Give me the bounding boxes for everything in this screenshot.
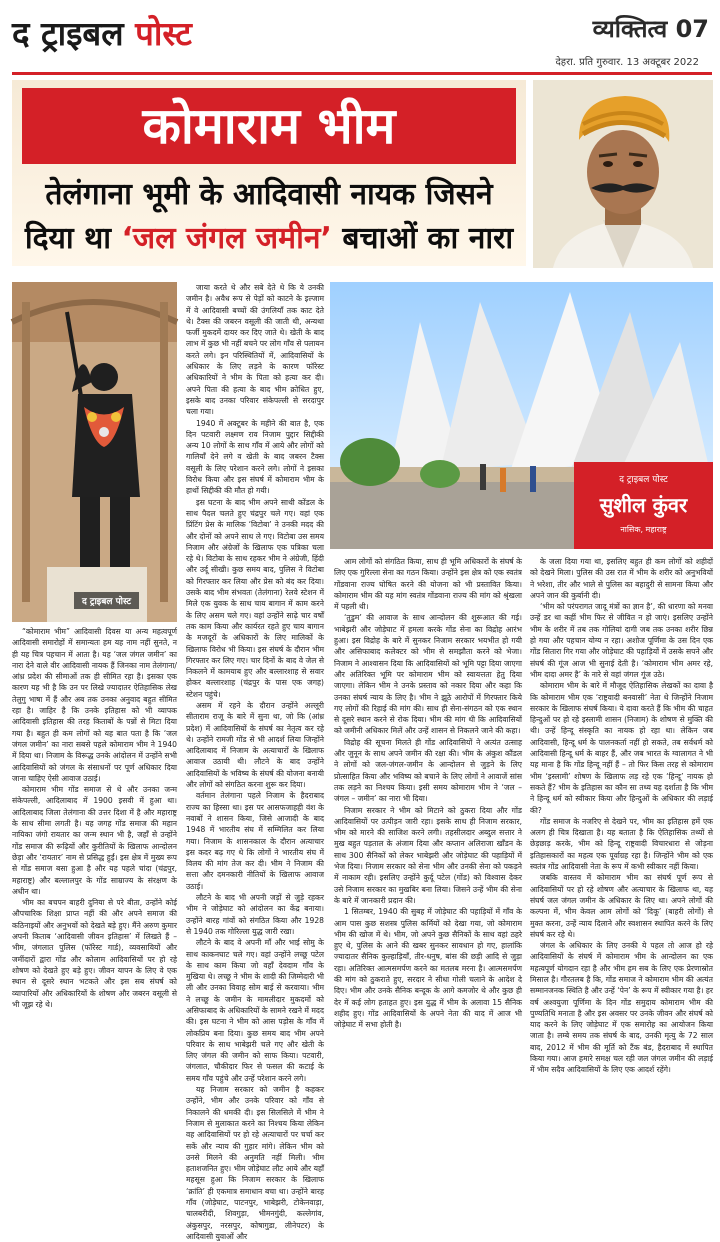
masthead-title: द ट्राइबल [12,14,136,53]
paragraph: ‘भीम को परंपरागत जादू मंत्रों का ज्ञान है’, की धारणा को मनवा उन्हें डर था कहीं भीम फिर से जीवित न हो जाएं। इसलिए उन्होंने भीम के शरीर में तब तक गोलियां दागी जब तक उनका शरीर छिन्न हो गया और पहचान योग्य न रहा। अशोज पूर्णिमा के उस दिन एक गोंड सितारा गिर गया और जोड़ेघाट की पहाड़ियों में उसके सपने और संघर्ष की गूंज आज भी सुनाई देती है। ‘कोमाराम भीम अमर रहे, भीम दादा अमर है’ के नारे से वहां जंगल गूंज उठे। [530,602,713,679]
headline-line-3 [22,216,516,257]
portrait-photo [533,80,713,268]
paragraph: गोंड समाज के नजरिए से देखने पर, भीम का इतिहास हमें एक अलग ही चित्र दिखाता है। यह बताता है कि ऐतिहासिक तथ्यों से छेड़छाड़ करके, भीम को हिन्दू राष्ट्रवादी विचारधारा से जोड़ना इतिहासकारों का महत्व एक पूर्वाग्रह रहा है। जिन्होंने भीम को एक स्वतंत्र गोंड आदिवासी नेता के रूप में कभी स्वीकार नहीं किया। [530,816,713,872]
paragraph: असम में रहने के दौरान उन्होंने अल्लूरी सीताराम राजू के बारे में सुना था, जो कि (आंध्र प्रदेश) में आदिवासियों के संघर्ष का नेतृत्व कर रहे थे। उन्होंने रामजी गोंड से भी आदर्श लिया जिन्होंने आदिलाबाद में निजाम के अत्याचारों के खिलाफ आवाज उठायी थी। लौटने के बाद उन्होंने आदिवासियों के भविष्य के संघर्ष की योजना बनायी और लोगों को संगठित करना शुरू कर दिया। [186,700,324,790]
article-column-3 [334,556,522,1063]
headline-line-3-post: बचाओं का नारा [331,221,514,256]
paragraph: 1 सितम्बर, 1940 की सुबह में जोड़ेघाट की पहाड़ियों में गाँव के आम पास कुछ सशस्त्र पुलिस कर्मियों को देखा गया, जो कोमाराम भीम की खोज में थे। भीम, जो अपने कुछ सैनिकों के साथ वहां ठहरे हुए थे, पुलिस के आने की खबर सुनकर सावधान हो गए, हालांकि ज्यादातर सैनिक कुल्हाड़ियाँ, तीर-धनुष, बांस की छड़ी आदि से जुड़ा रहा। अतिरिक्त आत्मसमर्पण करने का मतलब मरना है। आत्मसमर्पण की मांग को ठुकराते हुए, सरदार ने सीधा गोली चलाने के आदेश दे दिए। भीम और उनके सैनिक बन्दूक के आगे कमजोर थे और कुछ ही देर में कई लोग हताहत हुए। इस युद्ध में भीम के अलावा 15 सैनिक शहीद हुए। गोंड आदिवासियों के अपने नेता की याद में आज भी जोड़ेघाट में सभा होती है। [334,907,522,1030]
paragraph: इस घटना के बाद भीम अपने साथी कोंडल के साथ पैदल चलते हुए चंद्रपुर चले गए। वहां एक प्रिंटिंग प्रेस के मालिक ‘विटोबा’ ने उनकी मदद की और दोनों को अपने साथ ले गए। विटोबा उस समय निजाम और अंग्रेजों के खिलाफ एक पत्रिका चला रहे थे। विटोबा के साथ रहकर भीम ने अंग्रेजी, हिंदी और उर्दू सीखी। कुछ समय बाद, पुलिस ने विटोबा को गिरफ्तार कर लिया और प्रेस को बंद कर दिया। उसके बाद भीम संभवतः (तेलंगाना) रेलवे स्टेशन में मिले एक युवक के साथ चाय बागान में काम करने के लिए असम चले गए। वहां उन्होंने साढ़े चार वर्षों तक काम किया और कार्यरत रहते हुए चाय बागान के मजदूरों के अधिकारों के लिए मालिकों के खिलाफ विरोध भी किया। इस संघर्ष के दौरान भीम गिरफ्तार कर लिए गए। चार दिनों के बाद वे जेल से निकलने में कामयाब हुए और बल्लारशाह से सवार होकर बल्लारशाह (चंद्रपुर के पास एक जगह) स्टेशन पहुंचे। [186,497,324,699]
article-column-1 [12,626,177,1063]
paragraph: वर्तमान तेलंगाना पहले निजाम के हैदराबाद राज्य का हिस्सा था। इस पर आसफजाहही वंश के नवाबों ने शासन किया, जिसे आजादी के बाद 1948 में भारतीय संघ में सम्मिलित कर लिया गया। निजाम के शासनकाल के दौरान अत्याचार इस कदर बढ़ गए थे कि लोगों ने भारतीय संघ में विलय की मांग तेज कर दी। भीम ने निजाम की सत्ता और दमनकारी नीतियों के खिलाफ आवाज उठाई। [186,791,324,891]
paragraph: कोमाराम भीम गोंड समाज से थे और उनका जन्म संकेपल्ली, आदिलाबाद में 1900 इसवी में हुआ था। आदिलाबाद जिला तेलंगाना की उत्तर दिशा में है और महाराष्ट्र के साथ सीमा लगती है। यह जगह गोंड समाज की महान नायिका जंगो रायतार का जन्म स्थान भी है, जहाँ से उन्होंने गोंड समाज की रूढ़ियों और कुरीतियों के खिलाफ आन्दोलन छेड़ा और ‘रायतार’ नाम से प्रसिद्ध हुईं। इस क्षेत्र में मुख्य रूप से गोंड समाज बसा हुआ है और यह पहले चांदा (चंद्रपुर, महाराष्ट्र) और बल्लालपुर के गोंड साम्राज्य के संरक्षण के अधीन था। [12,785,177,896]
paragraph: जाया करते थे और सबे देते थे कि ये उनकी जमीन है। अवैध रूप से पेड़ों को काटने के इल्जाम में वे आदिवासी बच्चों की उंगलियाँ तक काट देते थे। टैक्स की जबरन वसूली की जाती थी, अन्यथा फर्जी मुकदमें दायर कर दिए जाते थे। खेती के बाद लाभ में कुछ भी नहीं बचने पर लोग गाँव से पलायन करते लगे। इन परिस्थितियों में, आदिवासियों के अधिकार के लिए लड़ने के कारण फॉरेस्ट अधिकारियों ने भीम के पिता को हत्या कर दी। अपने पिता की हत्या के बाद भीम क्रोधित हुए, इसके बाद उनका परिवार संकेपल्ली से सरदापुर चला गया। [186,283,324,417]
byline-box [574,462,713,549]
byline-author: सुशील कुंवर [599,493,688,517]
headline-line-3-pre: दिया था [24,221,122,256]
paragraph: लौटने के बाद वे अपनी माँ और भाई सोमु के साथ काकनघाट चले गए। वहां उन्होंने लच्छू पटेल के साथ काम किया जो वहाँ देवदाम गाँव के मुखिया थे। लच्छू ने भीम के शादी की जिम्मेदारी भी ली और उनका विवाह सोम बाई से करवाया। भीम ने लच्छू के जमीन के मामलीदार मुकदमों को असिफाबाद के अधिकारियों के सामने रखने में मदद की। इस घटना ने भीम को आस पड़ोस के गाँव में लोकप्रिय बना दिया। कुछ समय बाद भीम अपने परिवार के साथ भाबेझरी चले गए और खेती के लिए जंगल की जमीन को साफ किया। पटवारी, जंगलात, चौकीदार फिर से फसल की कटाई के समय गाँव पहुंचे और उन्हें परेशान करने लगे। [186,938,324,1083]
masthead [12,10,192,55]
paragraph: विद्रोह की सूचना मिलते ही गोंड आदिवासियों ने अत्यंत उत्साह और जुनून के साथ अपने जमीन की रक्षा की। भीम के अंकुश कौंडल ने लोगों को जल-जंगल-जमीन के आन्दोलन से जुड़ने के लिए प्रोत्साहित किया और भविष्य को बचाने के लिए लोगों ने आवाजें सांस तक लड़ने का निश्चय किया। इसी समय कोमाराम भीम ने ‘जल – जंगल – जमीन’ का नारा भी दिया। [334,737,522,804]
paragraph: जंगल के अधिकार के लिए उनकी ये पहल तो आज हो रहे आदिवासियों के संघर्ष में कोमाराम भीम के आन्दोलन का एक महत्वपूर्ण योगदान रहा है और भीम हम सब के लिए एक प्रेरणास्रोत मिसाल है। गौरतलब है कि, गोंड समाज ने कोमाराम भीम की अत्यंत सम्मानजनक स्थिति है और उन्हें ‘पेन’ के रूप में स्वीकार गया है। हर वर्ष अश्वयुजा पूर्णिमा के दिन गोंड समुदाय कोमाराम भीम की पुण्यतिथि मनाता है और इस अवसर पर उनके जीवन और संघर्ष को याद करने के लिए जोड़ेघाट में एक समारोह का आयोजन किया जाता है। लम्बे समय तक संघर्ष के बाद, उनकी मृत्यु के 72 साल बाद, 2012 में भीम की मूर्ति को टैंक बंड, हैदराबाद में स्थापित किया गया। आज हमारे समक्ष चल रही जल जंगल जमीन की लड़ाई में भीम सदैव आदिवासियों के लिए एक आदर्श रहेंगे। [530,941,713,1075]
paragraph: 1940 में अक्टूबर के महीने की बात है, एक दिन पटवारी लक्ष्मण राव निजाम पुद्दार सिद्दीकी अन्य 10 लोगों के साथ गाँव में आये और लोगों को गालियाँ देने लगे व खेती के बाद जबरन टैक्स वसूली के लिए परेशान करने लगे। लोगों ने इसका विरोध किया और इस संघर्ष में कोमाराम भीम के हाथों सिद्दीकी की मौत हो गयी। [186,418,324,496]
headline-quote: ‘जल जंगल जमीन’ [121,221,332,256]
headline-line-2: तेलंगाना भूमी के आदिवासी नायक जिसने [45,177,493,212]
paragraph: यह निजाम सरकार को जमीन है कहकर उन्होंने, भीम और उनके परिवार को गाँव से निकालने की धमकी दी। इस सिलसिले में भीम ने निजाम से मुलाकात करने का निश्चय किया लेकिन वह आदिवासियों पर हो रहे अत्याचारों पर चर्चा कर सकें और न्याय की गुहार मांगे। लेकिन भीम को उनसे मिलने की अनुमति नहीं मिली। भीम हताशजनित हुए। भीम जोड़ेघाट लौट आये और यहाँ महसूस हुआ कि निजाम सरकार के खिलाफ ‘क्रांति’ ही एकमात्र समाधान बचा था। उन्होंने बारह गाँव (जोड़ेघाट, पाटनपुर, भाबेझरी, टोकेनवाड़ा, चालबरीदी, शिवगुड़ा, भीमनगुंदी, कल्लेगांव, अंकुसपुर, नरसपुर, कोषागुडा, लीनेपटर) के आदिवासी युवाओं और [186,1085,324,1241]
article-column-4 [530,556,713,1075]
paragraph: आम लोगों को संगठित किया, साथ ही भूमि अधिकारों के संघर्ष के लिए एक गुरिल्ला सेना का गठन किया। उन्होंने इस क्षेत्र को एक स्वतंत्र गोंडवाना राज्य घोषित करने की योजना को भी प्रस्तावित किया। कोमाराम भीम की यह मांग स्वतंत्र गोंडवाना राज्य की मांग को श्रृंखला में पहली थी। [334,557,522,612]
headline-name: कोमाराम भीम [22,88,516,164]
paragraph: लौटने के बाद भी अपनी जड़ों से जुड़े रहकर भीम ने जोड़ेघाट को आंदोलन का केंद्र बनाया। उन्होंने बारह गांवों को संगठित किया और 1928 से 1940 तक गोरिल्ला युद्ध जारी रखा। [186,893,324,936]
paragraph: जबकि वास्तव में कोमाराम भीम का संघर्ष पूर्ण रूप से आदिवासियों पर हो रहे शोषण और अत्याचार के खिलाफ था, यह संघर्ष जल जंगल जमीन के अधिकार के लिए था। अपने लोगों की कल्पना में, भीम केवल आम लोगों को ‘दिकू’ (बाहरी लोगों) से मुक्त करना, उन्हें न्याय दिलाने और स्वशासन स्थापित करने के लिए संघर्ष कर रहे थे। [530,873,713,939]
paragraph: भीम का बचपन बाहरी दुनिया से परे बीता, उन्होंने कोई औपचारिक शिक्षा प्राप्त नहीं की और अपने समाज की कठिनाइयों और अनुभवों को देखते बड़े हुए। मैंने अरुण कुमार अपनी किताब ‘आदिवासी जीवन इतिहास’ में लिखते हैं – भीम, जंगलात पुलिस (फॉरेस्ट गार्ड), व्यवसायियों और जमींदारों द्वारा गोंड और कोलाम आदिवासियों पर हो रहे शोषण को देखते हुए बड़े हुए। जीवन यापन के लिए वे एक स्थान से दूसरे स्थान भटकते और इस सब संघर्ष को व्यापारियों और अधिकारियों के शोषण और जबरन वसूली से भी जूझ रहे थे। [12,898,177,1009]
statue-photo [12,282,177,622]
paragraph: कोमाराम भीम के बारे में मौजूद ऐतिहासिक लेखकों का दावा है कि कोमाराम भीम एक ‘राष्ट्रवादी बनवासी’ नेता थे जिन्होंने निजाम सरकार के खिलाफ संघर्ष किया। ये दावा करते हैं कि भीम की चाहत हिन्दुओं पर हो रहे इस्लामी शासन (निजाम) के शोषण से मुक्ति की थी। उन्हें हिन्दू संस्कृति का नायक हो रहा था। लेकिन जब आदिवासी, हिन्दू धर्म के पालनकर्ता नहीं हो सकते, तब सर्वधर्म को आदिवासी हिन्दू धर्म के बाहर हैं, और जब भारत के ग्वालागत ने भी यह माना है कि गोंड हिन्दू नहीं हैं – तो फिर किस तरह से कोमाराम भीम ‘इस्लामी’ शोषण के खिलाफ लड़ रहे एक ‘हिन्दू’ नायक हो सकते हैं? भीम के इतिहास का कौन सा तथ्य यह दर्शाता है कि भीम ने हिन्दू धर्म को स्वीकार किया और हिन्दुओं के अधिकार की लड़ाई की? [530,681,713,815]
paragraph: निजाम सरकार ने भीम को मिटाने को ठुकरा दिया और गोंड आदिवासियों पर उत्पीड़न जारी रहा। इसके साथ ही निजाम सरकार, भीम को मारने की साजिश करने लगी। तहसीलदार अब्दुल सत्तार ने मुख बहुत पड़ताल के अंजाम दिया और कप्तान अलिराजा खाँडन के साथ 300 सैनिकों को लेकर भाबेझरी और जोड़ेघाट की पहाड़ियों में भेज दिया। निजाम सरकार को सेना भीम और उनकी सेना को पकड़ने में नाकाम रही। इसलिए उन्होंने कुर्दू पटेल (गोंड) को विश्वास देकर उसे निजाम सरकार का मुखबिर बना लिया। जिसने उन्हें भीम की सेना के बारे में जानकारी प्रदान की। [334,805,522,905]
photo-credit: द ट्राइबल पोस्ट [74,592,139,609]
paragraph: ‘तुडुम’ की आवाज के साथ आन्दोलन की शुरूआत की गई। भाबेझरी और जोड़ेघाट में हमला करके गोंड सेना का विद्रोह आरंभ हुआ। इस विद्रोह के बारे में सुनकर निजाम सरकार भयभीत हो गयी और असिफाबाद कलेक्टर को भीम से समझौता करने को भेजा। निजाम ने आश्वासन दिया कि आदिवासियों को भूमि पट्टा दिया जाएगा और अतिरिक्त भूमि पर कोमाराम भीम को स्वायत्तता हेतु दिया जाएगा। लेकिन भीम ने उनके प्रस्ताव को नकार दिया और कहा कि उनका संघर्ष न्याय के लिए है। भीम ने झूठे आरोपों में गिरफ्तार किये गए लोगों की रिहाई की मांग की। साथ ही सेना-संगठन को एक स्थान से दूसरे स्थान करने से रोक दिया। भीम की मांग थी कि आदिवासियों को जमीनी अधिकार मिलें और उन्हें शासन से निकलने जाने की कहा। [334,613,522,736]
article-column-2 [186,282,324,1241]
dateline: देहरा. प्रति गुरुवार. 13 अक्टूबर 2022 [555,57,699,68]
byline-location: नासिक, महाराष्ट्र [620,525,667,534]
masthead-accent: पोस्ट [135,14,192,53]
paragraph: के जला दिया गया था, इसलिए बहुत ही कम लोगों को शहीदों को देखने मिला। पुलिस की उस रात में भीम के शरीर को अनुभवियों ने भरेशा, तीर और भाले से पुलिस का बहादुरी से सामना किया और अपने जान की कुर्बानी दी। [530,557,713,600]
masthead-rule [12,72,712,75]
paragraph: “कोमाराम भीम” आदिवासी दिवस या अन्य महत्वपूर्ण आदिवासी समारोहों में समान्यतः हम यह नाम नहीं सुनते, न ही यह चित्र पहचान में आता है। यह ‘जल जंगल जमीन’ का नारा देने वाले वीर आदिवासी नायक हैं जिनका नाम तेलंगाना/आंध्र प्रदेश की सीमाओं तक ही सीमित रहा है। इसका एक कारण यह भी है कि उन पर लिखे ज्यादातर ऐतिहासिक लेख तेलुगु भाषा में हैं और अब तक उनका अनुवाद बहुत सीमित रहा है। जाहिर है कि उनके इतिहास को भी व्यापक आदिवासी इतिहास की तरह किताबों के पन्नों से मिटा दिया गया है। बहुत ही कम लोगों को यह बात पता है कि ‘जल जंगल जमीन’ का नारा सबसे पहले कोमाराम भीम ने 1940 में दिया था। निजाम के विरूद्ध उनके आंदोलन में उन्होंने सभी आदिवासियों को जंगल के संसाधनों पर पूर्ण अधिकार दिया जाना चाहिए ऐसी आवाज उठाई। [12,627,177,783]
byline-publication: द ट्राइबल पोस्ट [619,475,668,485]
section-label: व्यक्तित्व 07 [592,15,709,43]
